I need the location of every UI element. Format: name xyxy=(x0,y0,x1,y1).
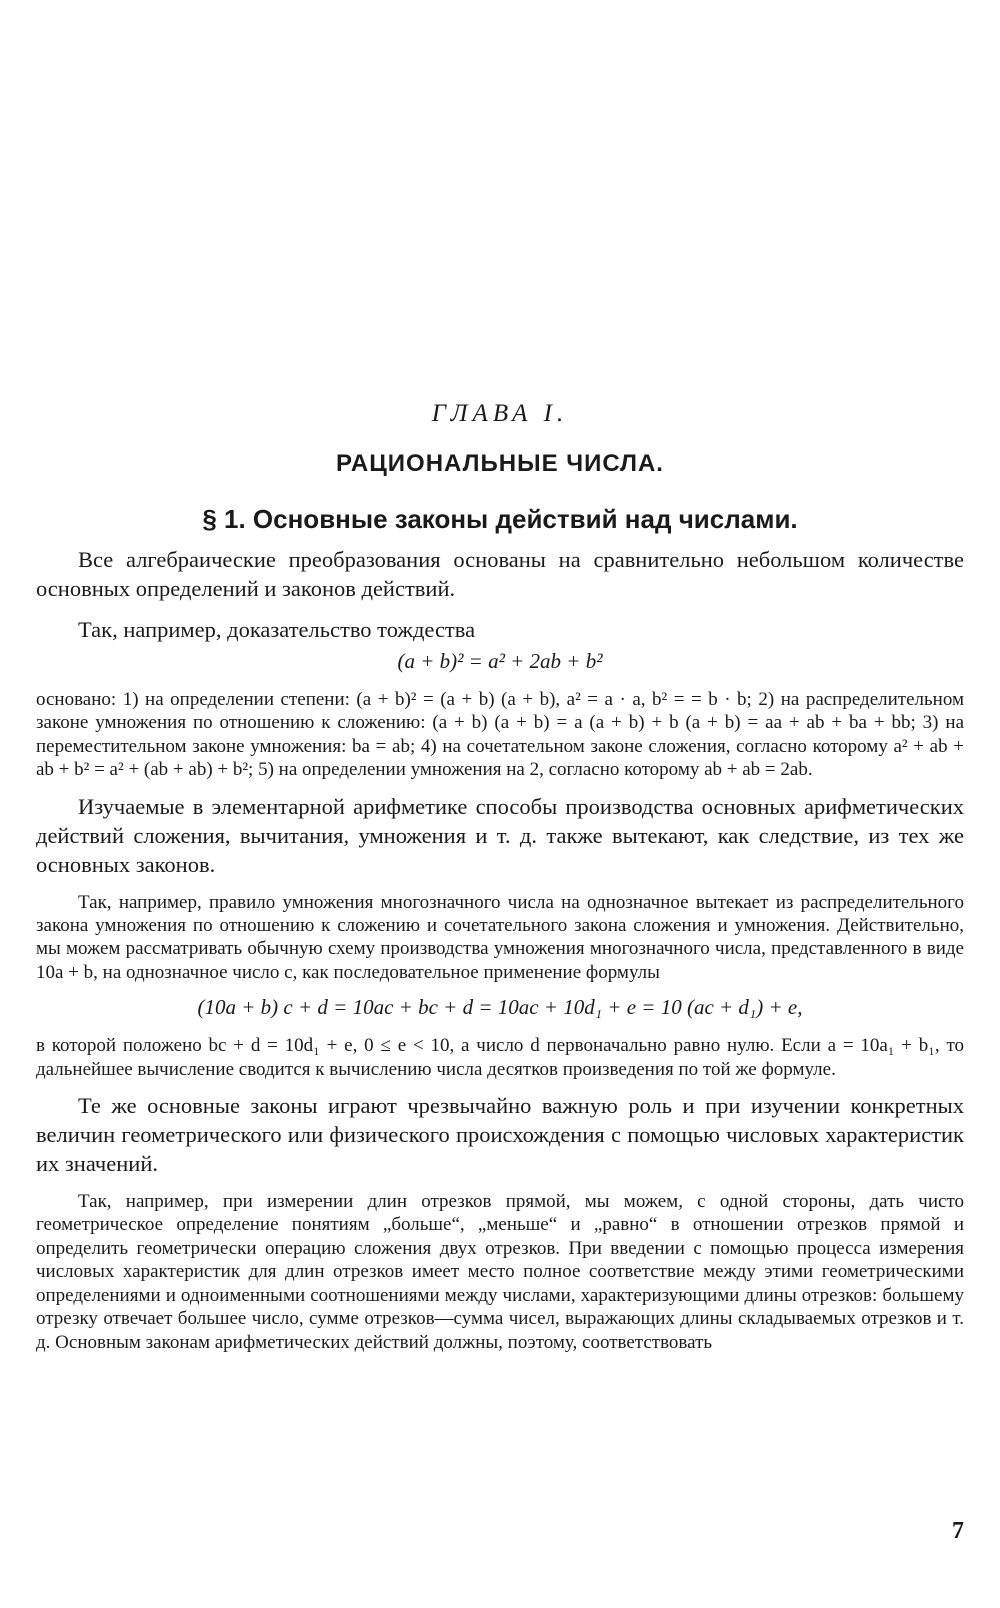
paragraph-concrete-quantities: Те же основные законы играют чрезвычайно важную роль и при изучении конкретных величин геометрического или физического происхождения с помощью числовых характеристик их значений. xyxy=(36,1093,964,1177)
paragraph-segments: Так, например, при измерении длин отрезков прямой, мы можем, с одной стороны, дать чисто геометрическое определение понятиям „больше“, „меньше“ и „равно“ в отношении отрезков прямой и определить геометрически операцию сложения двух отрезков. При введении с помощью процесса измерения числовых характеристик для длин отрезков имеет место полное соответствие между этими геометрическими определениями и одноименными соотношениями между числами, характеризующими длины отрезков: большему отрезку отвечает большее число, сумме отрезков—сумма чисел, выражающих длины складываемых отрезков и т. д. Основным законам арифметических действий должны, поэтому, соответствовать xyxy=(36,1191,964,1353)
paragraph-multiplication-rule: Так, например, правило умножения многозначного числа на однозначное вытекает из распределительного закона умножения по отношению к сложению и сочетательного закона сложения и умножения. Действительно, мы можем рассматривать обычную схему производства умножения многозначного числа, представленного в виде 10a + b, на однозначное число c, как последовательное применение формулы xyxy=(36,891,964,983)
chapter-heading: ГЛАВА I. xyxy=(431,400,569,427)
paragraph-proof-steps: основано: 1) на определении степени: (a + b)² = (a + b) (a + b), a² = a · a, b² = = b · b; 2) на распределительном законе умножения по отношению к сложению: (a + b) (a + b) = a (a + b) + b (a + b) = aa + ab + ba + bb; 3) на переместительном законе умножения: ba = ab; 4) на сочетательном законе сложения, согласно которому a² + ab + ab + b² = a² + (ab + ab) + b²; 5) на определении умножения на 2, согласно которому ab + ab = 2ab. xyxy=(36,689,964,781)
paragraph-arithmetic: Изучаемые в элементарной арифметике способы производства основных арифметических действий сложения, вычитания, умножения и т. д. также вытекают, как следствие, из тех же основных законов. xyxy=(36,793,964,877)
paragraph-intro: Все алгебраические преобразования основаны на сравнительно небольшом количестве основных определений и законов действий. xyxy=(36,547,964,601)
page-number: 7 xyxy=(952,1518,964,1544)
formula-multiplication: (10a + b) c + d = 10ac + bc + d = 10ac + 10d₁ + e = 10 (ac + d₁) + e, xyxy=(197,995,803,1020)
page-content xyxy=(36,400,964,1364)
paragraph-formula-explanation: в которой положено bc + d = 10d₁ + e, 0 ≤ e < 10, а число d первоначально равно нулю. Если a = 10a₁ + b₁, то дальнейшее вычисление сводится к вычислению числа десятков произведения по той же формуле. xyxy=(36,1035,964,1080)
chapter-title: РАЦИОНАЛЬНЫЕ ЧИСЛА. xyxy=(336,450,664,477)
section-heading: § 1. Основные законы действий над числами. xyxy=(202,504,798,534)
formula-identity: (a + b)² = a² + 2ab + b² xyxy=(397,649,603,673)
paragraph-example-lead: Так, например, доказательство тождества xyxy=(78,617,476,642)
